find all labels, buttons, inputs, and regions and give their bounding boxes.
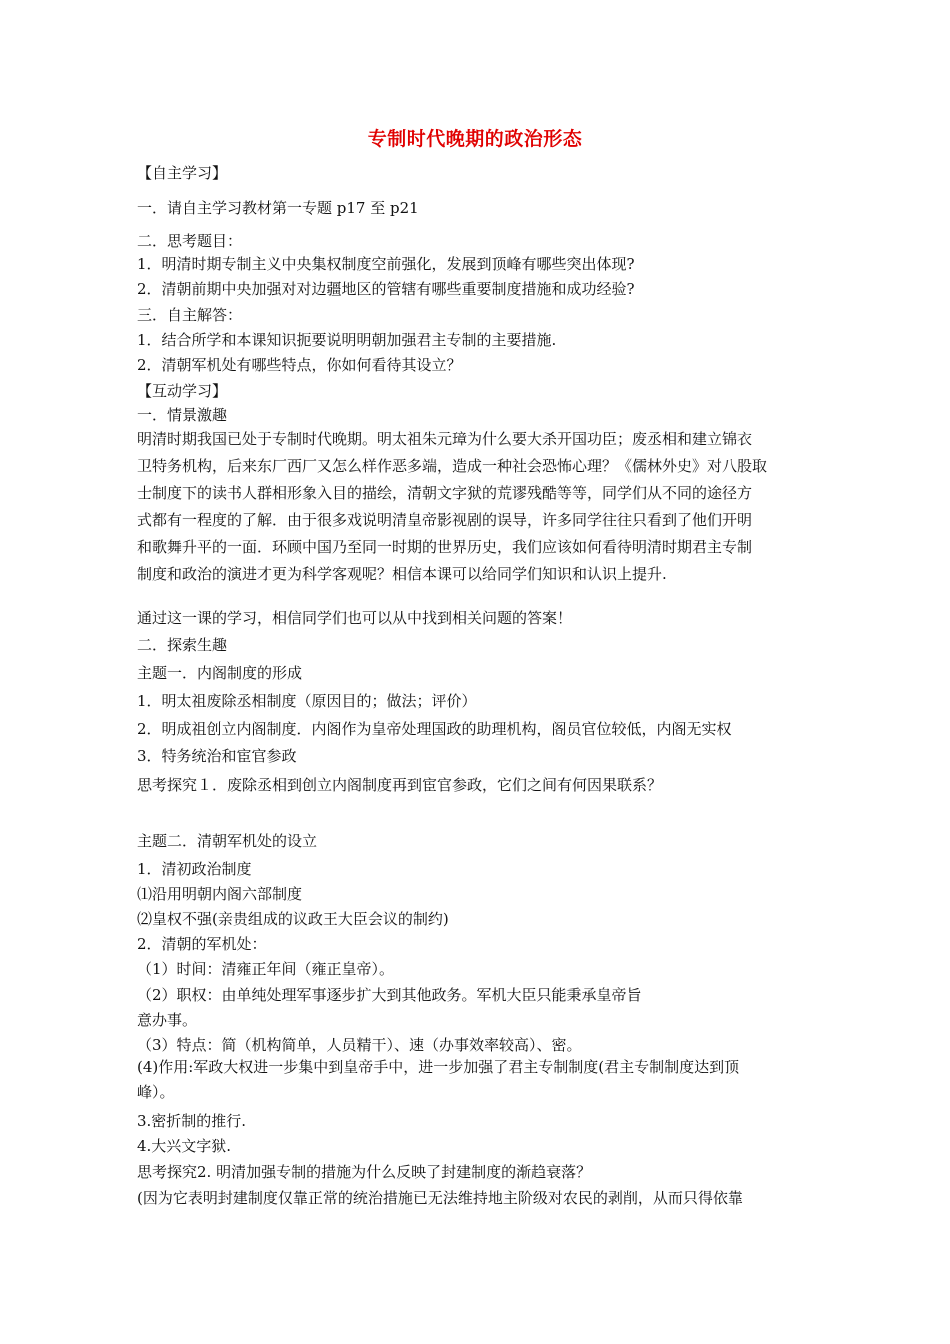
text-line: 1．结合所学和本课知识扼要说明明朝加强君主专制的主要措施.	[137, 331, 557, 349]
text-line: 3．特务统治和宦官参政	[137, 747, 297, 765]
text-line: 一．请自主学习教材第一专题 p17 至 p21	[137, 199, 419, 217]
paragraph-line: (4)作用:军政大权进一步集中到皇帝手中，进一步加强了君主专制制度(君主专制制度达到顶	[137, 1058, 740, 1076]
text-line: 1．清初政治制度	[137, 860, 252, 878]
paragraph-line: 制度和政治的演进才更为科学客观呢？相信本课可以给同学们知识和认识上提升.	[137, 565, 667, 583]
document-title: 专制时代晚期的政治形态	[367, 128, 583, 150]
paragraph-line: 峰）。	[137, 1083, 175, 1101]
topic-heading: 主题一．内阁制度的形成	[137, 664, 303, 682]
text-line: （1）时间：清雍正年间（雍正皇帝）。	[137, 960, 395, 978]
paragraph-line: 士制度下的读书人群相形象入目的描绘，清朝文字狱的荒谬残酷等等，同学们从不同的途径方	[137, 484, 753, 502]
text-line: 1．明清时期专制主义中央集权制度空前强化，发展到顶峰有哪些突出体现?	[137, 255, 635, 273]
text-line: 意办事。	[137, 1011, 198, 1029]
text-line: 二．思考题目：	[137, 232, 243, 250]
text-line: 4.大兴文字狱.	[137, 1137, 232, 1155]
text-line: (因为它表明封建制度仅靠正常的统治措施已无法维持地主阶级对农民的剥削，从而只得依靠	[137, 1189, 743, 1207]
topic-heading: 主题二．清朝军机处的设立	[137, 832, 318, 850]
text-line: ⑴沿用明朝内阁六部制度	[137, 885, 303, 903]
effect-paragraph	[137, 1055, 817, 1105]
intro-paragraph	[137, 426, 817, 588]
text-line: 2．清朝军机处有哪些特点，你如何看待其设立？	[137, 356, 462, 374]
paragraph-line: 和歌舞升平的一面．环顾中国乃至同一时期的世界历史，我们应该如何看待明清时期君主专制	[137, 538, 753, 556]
section-heading: 【互动学习】	[137, 382, 228, 400]
text-line: 通过这一课的学习，相信同学们也可以从中找到相关问题的答案！	[137, 609, 573, 627]
text-line: 三．自主解答：	[137, 306, 243, 324]
text-line: 2．清朝前期中央加强对对边疆地区的管辖有哪些重要制度措施和成功经验?	[137, 280, 635, 298]
text-line: （2）职权：由单纯处理军事逐步扩大到其他政务。军机大臣只能秉承皇帝旨	[137, 986, 642, 1004]
text-line: 2．清朝的军机处：	[137, 935, 267, 953]
text-line: 二．探索生趣	[137, 636, 228, 654]
text-line: 2．明成祖创立内阁制度．内阁作为皇帝处理国政的助理机构，阁员官位较低，内阁无实权	[137, 720, 732, 738]
text-line: （3）特点：简（机构简单，人员精干）、速（办事效率较高）、密。	[137, 1036, 582, 1054]
paragraph-line: 明清时期我国已处于专制时代晚期。明太祖朱元璋为什么要大杀开国功臣；废丞相和建立锦衣	[137, 430, 753, 448]
text-line: 1．明太祖废除丞相制度（原因目的；做法；评价）	[137, 692, 477, 710]
text-line: 一．情景激趣	[137, 406, 228, 424]
text-line: 思考探究１．废除丞相到创立内阁制度再到宦官参政，它们之间有何因果联系？	[137, 776, 663, 794]
section-heading: 【自主学习】	[137, 164, 228, 182]
text-line: 3.密折制的推行.	[137, 1112, 247, 1130]
paragraph-line: 卫特务机构，后来东厂西厂又怎么样作恶多端，造成一种社会恐怖心理？《儒林外史》对八股取	[137, 457, 768, 475]
text-line: 思考探究2. 明清加强专制的措施为什么反映了封建制度的渐趋衰落？	[137, 1163, 592, 1181]
paragraph-line: 式都有一程度的了解．由于很多戏说明清皇帝影视剧的误导，许多同学往往只看到了他们开明	[137, 511, 753, 529]
text-line: ⑵皇权不强(亲贵组成的议政王大臣会议的制约)	[137, 910, 449, 928]
